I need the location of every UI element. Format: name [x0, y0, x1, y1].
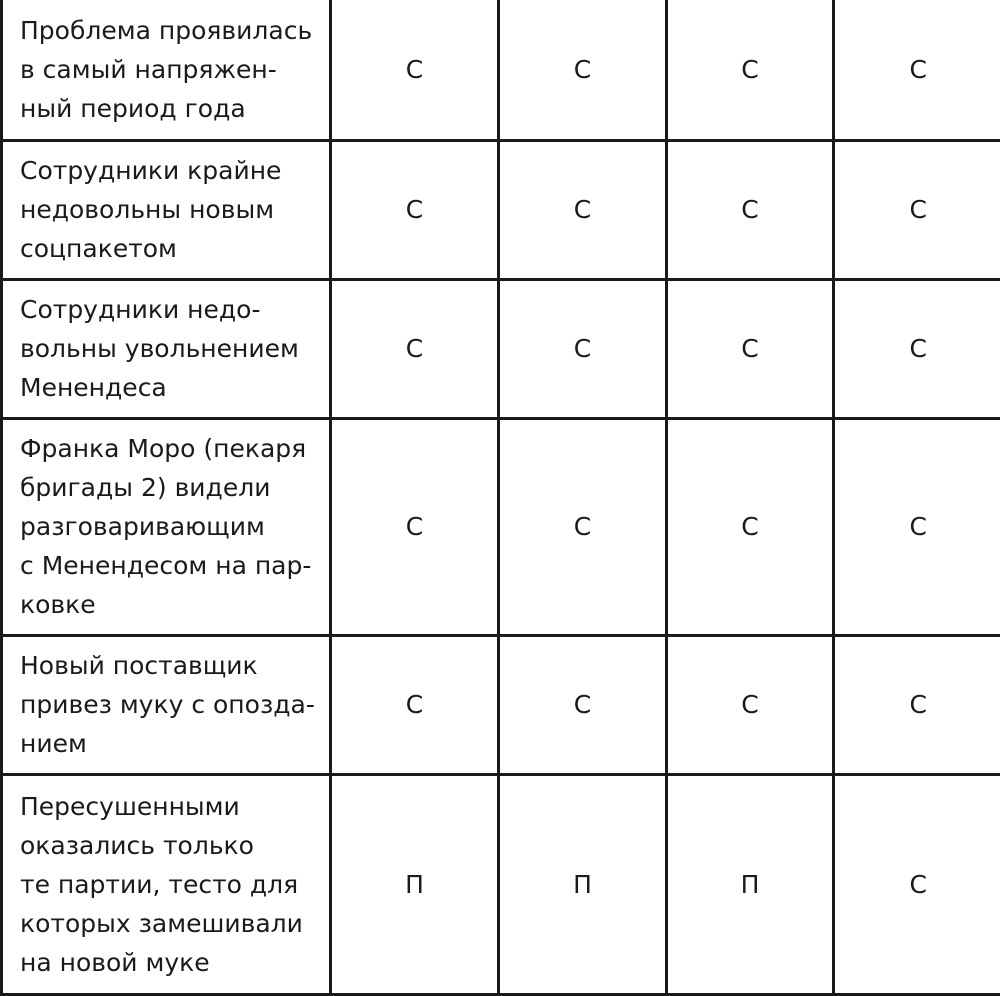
mark-cell: П	[331, 774, 499, 994]
mark-cell: С	[499, 418, 667, 635]
row-label-cell	[2, 418, 331, 635]
mark-cell: С	[499, 279, 667, 418]
mark-cell: С	[499, 635, 667, 774]
table-row	[2, 635, 1000, 774]
table-row	[2, 774, 1000, 994]
row-label-line: на новой муке	[20, 943, 323, 982]
row-label-line: ковке	[20, 585, 323, 624]
table-row	[2, 279, 1000, 418]
row-label-line: нием	[20, 724, 323, 763]
mark-cell: С	[331, 140, 499, 279]
table-row	[2, 418, 1000, 635]
mark-cell: С	[499, 0, 667, 140]
mark-cell: П	[667, 774, 834, 994]
mark-cell: С	[834, 140, 1000, 279]
row-label-line: Новый поставщик	[20, 646, 323, 685]
mark-cell: С	[834, 418, 1000, 635]
row-label-line: Франка Моро (пекаря	[20, 429, 323, 468]
table-body	[2, 0, 1000, 994]
row-label-line: недовольны новым	[20, 190, 323, 229]
mark-cell: С	[331, 0, 499, 140]
row-label-line: соцпакетом	[20, 229, 323, 268]
mark-cell: С	[667, 635, 834, 774]
row-label-line: Сотрудники крайне	[20, 151, 323, 190]
row-label-line: разговаривающим	[20, 507, 323, 546]
mark-cell: С	[331, 635, 499, 774]
row-label-cell	[2, 774, 331, 994]
table-row	[2, 0, 1000, 140]
row-label-line: те партии, тесто для	[20, 865, 323, 904]
row-label-cell	[2, 0, 331, 140]
row-label-line: бригады 2) видели	[20, 468, 323, 507]
mark-cell: С	[331, 418, 499, 635]
row-label-line: ный период года	[20, 89, 323, 128]
mark-cell: С	[667, 279, 834, 418]
table-row	[2, 140, 1000, 279]
row-label-line: с Менендесом на пар-	[20, 546, 323, 585]
row-label-line: Проблема проявилась	[20, 11, 323, 50]
mark-cell: С	[834, 279, 1000, 418]
row-label-line: Сотрудники недо-	[20, 290, 323, 329]
mark-cell: С	[499, 140, 667, 279]
row-label-line: привез муку с опозда-	[20, 685, 323, 724]
mark-cell: С	[667, 418, 834, 635]
row-label-line: которых замешивали	[20, 904, 323, 943]
row-label-cell	[2, 279, 331, 418]
row-label-line: Менендеса	[20, 368, 323, 407]
mark-cell: С	[834, 635, 1000, 774]
mark-cell: С	[834, 774, 1000, 994]
mark-cell: С	[667, 140, 834, 279]
row-label-line: Пересушенными	[20, 787, 323, 826]
row-label-cell	[2, 635, 331, 774]
row-label-line: в самый напряжен-	[20, 50, 323, 89]
row-label-line: оказались только	[20, 826, 323, 865]
mark-cell: П	[499, 774, 667, 994]
mark-cell: С	[667, 0, 834, 140]
row-label-cell	[2, 140, 331, 279]
mark-cell: С	[834, 0, 1000, 140]
row-label-line: вольны увольнением	[20, 329, 323, 368]
mark-cell: С	[331, 279, 499, 418]
